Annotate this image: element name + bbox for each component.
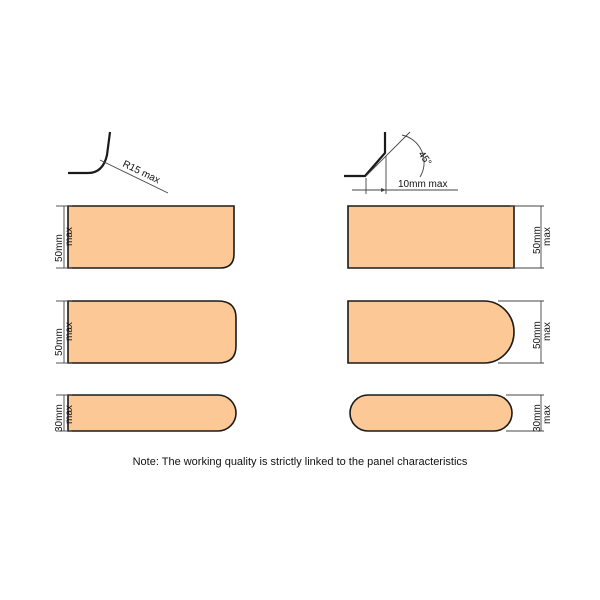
dim-value-6: 30mm (54, 404, 65, 432)
dim-value-2: 50mm (532, 226, 543, 254)
footnote: Note: The working quality is strictly linked to the panel characteristics (132, 456, 468, 468)
rounded-corner-line (68, 132, 110, 173)
panel-profile-5 (68, 395, 236, 431)
dim-suffix-1: max (64, 227, 75, 246)
dim-suffix-6: max (64, 405, 75, 424)
chamfer-arrowhead (381, 188, 386, 192)
panel-profile-4 (348, 301, 514, 363)
panel-profile-3 (68, 301, 236, 363)
radius-detail (68, 132, 168, 193)
height-dimension-2 (510, 206, 553, 268)
height-dimension-6 (506, 395, 553, 432)
dim-suffix-5: max (542, 405, 553, 424)
chamfer-corner-line (344, 132, 385, 176)
panel-profile-2 (348, 206, 514, 268)
dim-value-3: 50mm (54, 328, 65, 356)
chamfer-angle-label: 45° (415, 149, 434, 169)
panel-profile-1 (68, 206, 234, 268)
chamfer-detail (344, 132, 458, 194)
dim-suffix-4: max (542, 322, 553, 341)
angle-extension-line (366, 132, 410, 176)
dim-suffix-2: max (542, 227, 553, 246)
dim-suffix-3: max (64, 322, 75, 341)
panel-profile-6 (350, 395, 512, 431)
chamfer-length-label: 10mm max (398, 179, 448, 190)
radius-label: R15 max (120, 158, 162, 187)
dim-value-4: 50mm (532, 321, 543, 349)
dim-value-1: 50mm (54, 234, 65, 262)
dim-value-5: 30mm (532, 404, 543, 432)
